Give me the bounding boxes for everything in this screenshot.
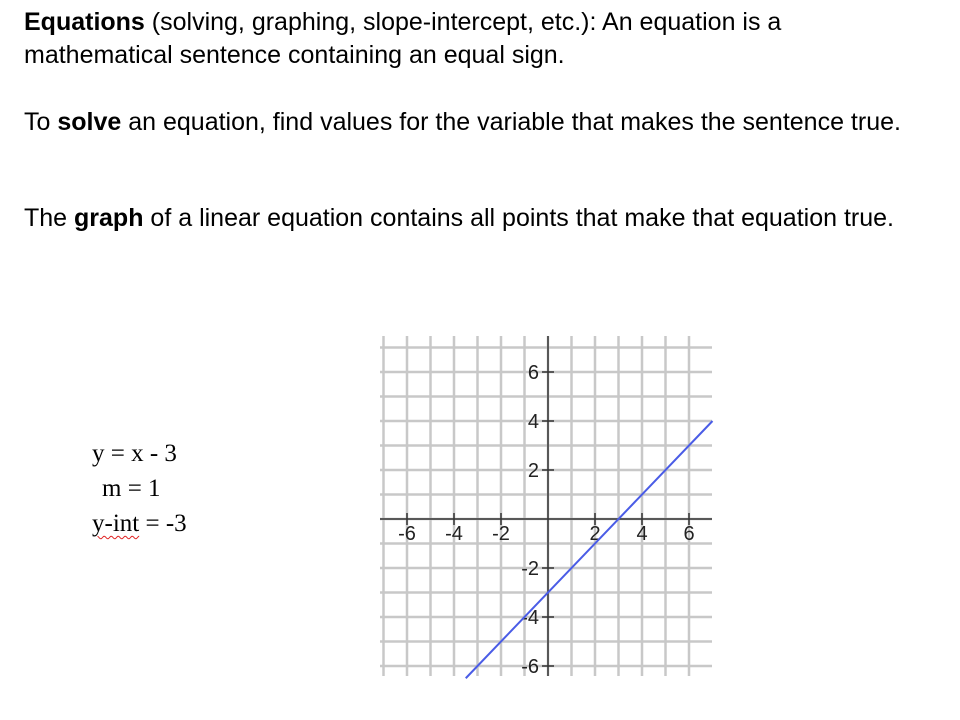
x-tick-label: -4 — [445, 523, 463, 545]
y-int-word: y-int — [92, 510, 140, 537]
equations-definition-text: (solving, graphing, slope-intercept, etc.): An equation is a mathematical sentence containing an equal sign. — [24, 8, 782, 69]
x-tick-label: 6 — [683, 523, 695, 545]
slope-line: m = 1 — [102, 475, 161, 502]
y-tick-label: -6 — [521, 656, 539, 678]
solve-prefix: To — [24, 108, 58, 136]
y-tick-label: 6 — [527, 362, 539, 384]
graph-definition-text: of a linear equation contains all points that make that equation true. — [143, 204, 894, 232]
series — [466, 421, 713, 678]
y-tick-label: -4 — [521, 607, 539, 629]
y-int-value: = -3 — [139, 510, 187, 537]
x-tick-label: 2 — [589, 523, 601, 545]
x-tick-label: -6 — [398, 523, 416, 545]
x-tick-label: -2 — [492, 523, 510, 545]
y-tick-label: 2 — [527, 460, 539, 482]
y-tick-label: -2 — [521, 558, 539, 580]
y-tick-label: 4 — [527, 411, 539, 433]
grid — [380, 336, 712, 676]
x-tick-label: 4 — [636, 523, 648, 545]
series-line — [466, 421, 713, 678]
term-graph: graph — [74, 204, 144, 232]
equation-line: y = x - 3 — [92, 440, 177, 467]
solve-definition-text: an equation, find values for the variable that makes the sentence true. — [121, 108, 901, 136]
term-equations: Equations — [24, 8, 145, 36]
graph-prefix: The — [24, 204, 75, 232]
term-solve: solve — [57, 108, 122, 136]
